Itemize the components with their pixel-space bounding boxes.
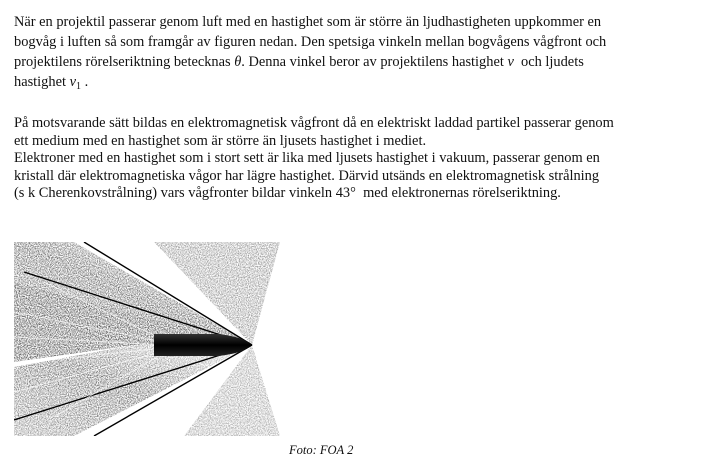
p1-line-4b: .	[84, 74, 89, 90]
p1-line-3c: och ljudets	[521, 54, 584, 70]
p1-line-2: bogvåg i luften så som framgår av figuren nedan. Den spetsiga vinkeln mellan bogvågens vågfront och	[14, 34, 607, 50]
p1-line-3b: . Denna vinkel beror av projektilens hastighet	[241, 54, 504, 70]
v-symbol: v	[507, 54, 514, 70]
p2-line-5b: med elektronernas rörelseriktning.	[363, 185, 561, 201]
angle-value: 43°	[335, 185, 356, 201]
v1-symbol	[70, 74, 81, 90]
p1-line-4a: hastighet	[14, 74, 66, 90]
bow-wave-photo	[14, 242, 280, 436]
p2-line-2: ett medium med en hastighet som är större än ljusets hastighet i mediet.	[14, 132, 427, 149]
cherenkov-paragraph	[14, 115, 704, 203]
photo-caption: Foto: FOA 2	[289, 443, 354, 457]
intro-paragraph	[14, 12, 704, 97]
p1-line-3a: projektilens rörelseriktning betecknas	[14, 54, 231, 70]
p2-line-5a: (s k Cherenkovstrålning) vars vågfronter bildar vinkeln	[14, 185, 333, 201]
p1-line-1: När en projektil passerar genom luft med en hastighet som är större än ljudhastigheten uppkommer en	[14, 14, 602, 30]
p2-line-3: Elektroner med en hastighet som i stort sett är lika med ljusets hastighet i vakuum, passerar genom en	[14, 150, 600, 166]
theta-symbol: θ	[234, 54, 242, 70]
v1-base: v	[69, 74, 76, 90]
p2-line-4: kristall där elektromagnetiska vågor har lägre hastighet. Därvid utsänds en elektromagnetisk strålning	[14, 167, 600, 184]
p2-line-1: På motsvarande sätt bildas en elektromagnetisk vågfront då en elektriskt laddad partikel passerar genom	[14, 115, 614, 131]
v1-subscript: 1	[75, 81, 81, 92]
